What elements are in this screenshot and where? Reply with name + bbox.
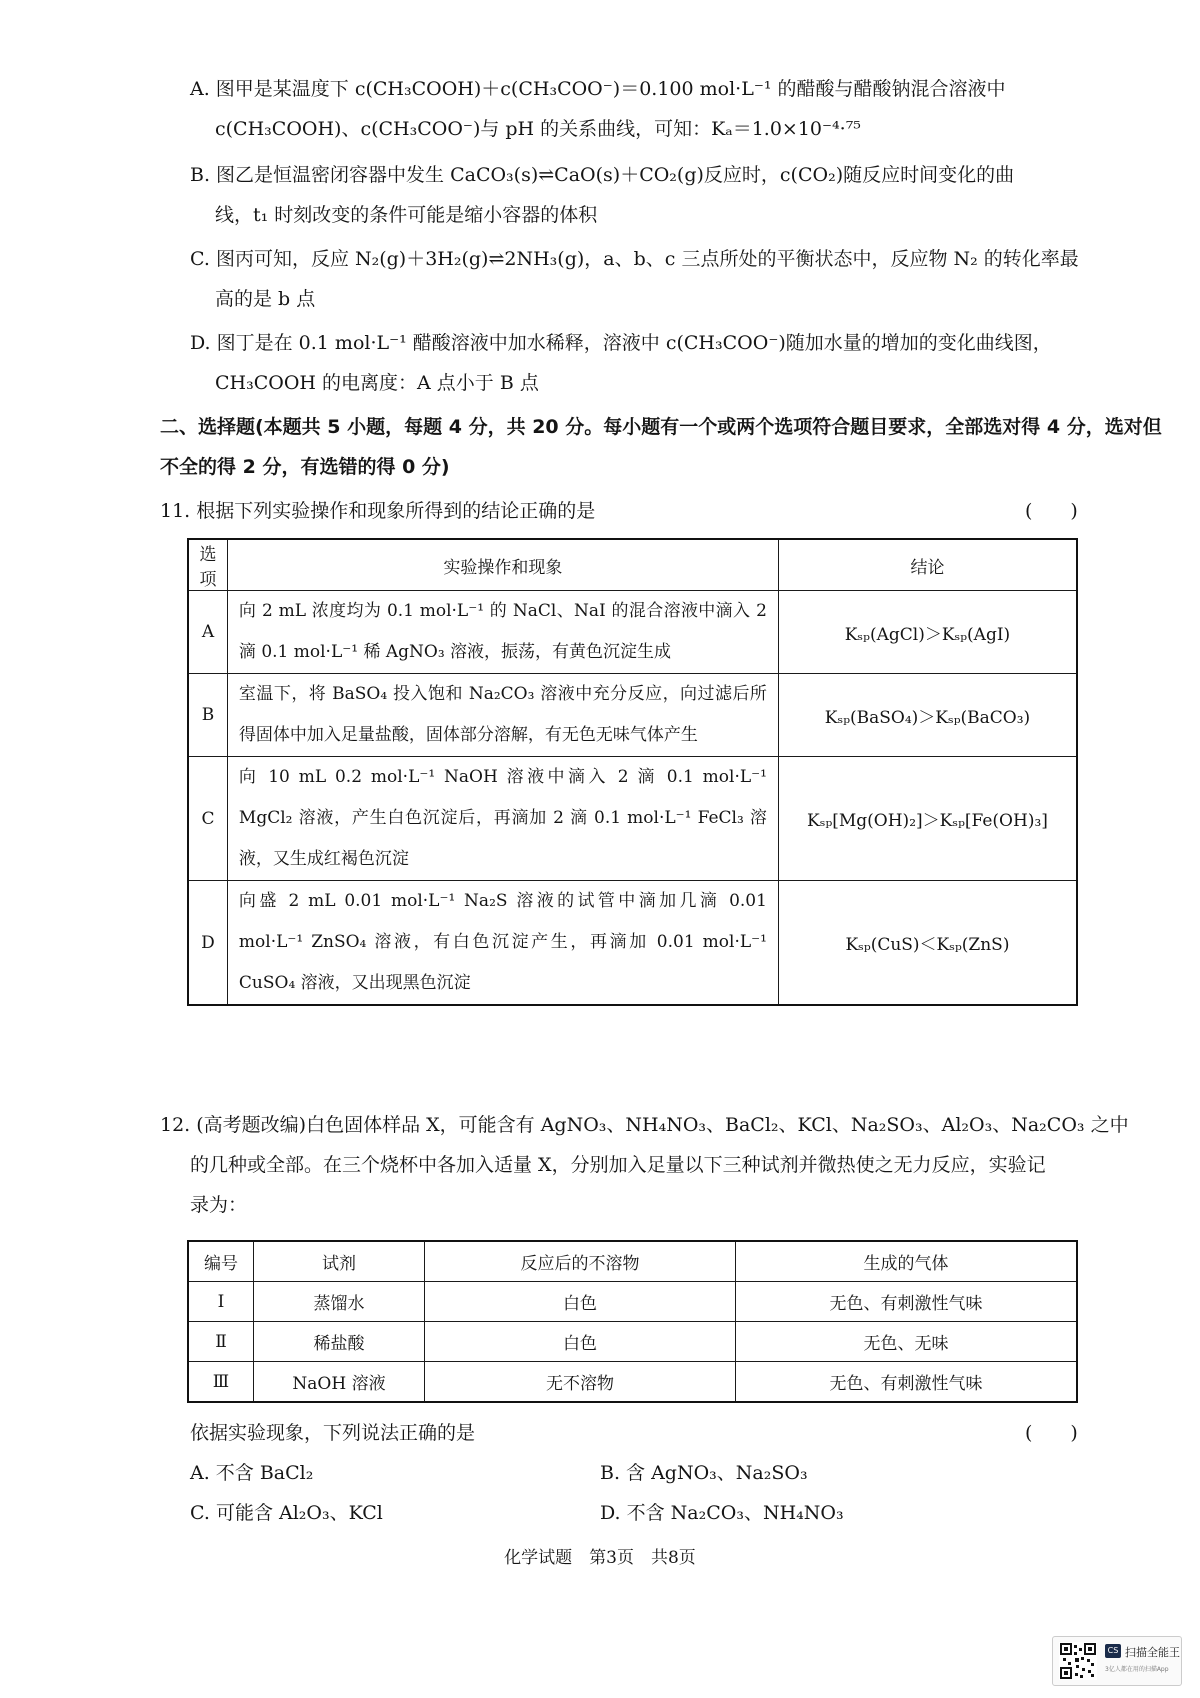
table-header-precipitate: 反应后的不溶物	[425, 1241, 736, 1282]
section-2-header-line2: 不全的得 2 分，有选错的得 0 分)	[160, 456, 450, 478]
row-option: D	[188, 881, 227, 1006]
row-gas: 无色、有刺激性气味	[736, 1282, 1078, 1322]
q10-option-a-line1: A. 图甲是某温度下 c(CH₃COOH)＋c(CH₃COO⁻)＝0.100 mol·L⁻¹ 的醋酸与醋酸钠混合溶液中	[190, 78, 1006, 100]
row-number: Ⅰ	[188, 1282, 254, 1322]
row-option: C	[188, 757, 227, 881]
q12-choice-d: D. 不含 Na₂CO₃、NH₄NO₃	[600, 1502, 844, 1524]
scanner-subtitle: 3亿人都在用的扫描App	[1105, 1666, 1169, 1673]
row-operation: 向 2 mL 浓度均为 0.1 mol·L⁻¹ 的 NaCl、NaI 的混合溶液中滴入 2 滴 0.1 mol·L⁻¹ 稀 AgNO₃ 溶液，振荡，有黄色沉淀生成	[227, 591, 778, 674]
row-gas: 无色、无味	[736, 1322, 1078, 1362]
camscanner-logo: CS	[1105, 1644, 1121, 1658]
qr-code-icon	[1059, 1642, 1097, 1680]
page-footer: 化学试题 第3页 共8页	[504, 1548, 696, 1568]
table-header-reagent: 试剂	[254, 1241, 425, 1282]
row-reagent: NaOH 溶液	[254, 1362, 425, 1403]
q10-option-a-line2: c(CH₃COOH)、c(CH₃COO⁻)与 pH 的关系曲线，可知：Kₐ＝1.0×10⁻⁴·⁷⁵	[215, 118, 861, 140]
row-conclusion: Kₛₚ[Mg(OH)₂]＞Kₛₚ[Fe(OH)₃]	[778, 757, 1077, 881]
row-operation: 向盛 2 mL 0.01 mol·L⁻¹ Na₂S 溶液的试管中滴加几滴 0.01 mol·L⁻¹ ZnSO₄ 溶液，有白色沉淀产生，再滴加 0.01 mol·L⁻¹ CuSO₄ 溶液，又出现黑色沉淀	[227, 881, 778, 1006]
row-conclusion: Kₛₚ(AgCl)＞Kₛₚ(AgI)	[778, 591, 1077, 674]
row-option: B	[188, 674, 227, 757]
q11-stem: 11. 根据下列实验操作和现象所得到的结论正确的是	[160, 500, 596, 522]
row-precipitate: 白色	[425, 1322, 736, 1362]
table-header-row	[188, 539, 1077, 591]
table-header-row	[188, 1241, 1077, 1282]
row-reagent: 蒸馏水	[254, 1282, 425, 1322]
table-header-gas: 生成的气体	[736, 1241, 1078, 1282]
table-row	[188, 1282, 1077, 1322]
row-operation: 室温下，将 BaSO₄ 投入饱和 Na₂CO₃ 溶液中充分反应，向过滤后所得固体中加入足量盐酸，固体部分溶解，有无色无味气体产生	[227, 674, 778, 757]
table-row	[188, 674, 1077, 757]
table-row	[188, 1362, 1077, 1403]
table-row	[188, 881, 1077, 1006]
q11-answer-paren: ( )	[1025, 500, 1078, 522]
table-row	[188, 757, 1077, 881]
table-header-operation: 实验操作和现象	[227, 539, 778, 591]
q12-stem-line1: 12. (高考题改编)白色固体样品 X，可能含有 AgNO₃、NH₄NO₃、BaCl₂、KCl、Na₂SO₃、Al₂O₃、Na₂CO₃ 之中	[160, 1114, 1129, 1136]
row-conclusion: Kₛₚ(CuS)＜Kₛₚ(ZnS)	[778, 881, 1077, 1006]
section-2-header-line1: 二、选择题(本题共 5 小题，每题 4 分，共 20 分。每小题有一个或两个选项符合题目要求，全部选对得 4 分，选对但	[160, 416, 1162, 438]
row-option: A	[188, 591, 227, 674]
q10-option-d-line1: D. 图丁是在 0.1 mol·L⁻¹ 醋酸溶液中加水稀释，溶液中 c(CH₃COO⁻)随加水量的增加的变化曲线图，	[190, 332, 1052, 354]
row-number: Ⅲ	[188, 1362, 254, 1403]
q10-option-d-line2: CH₃COOH 的电离度：A 点小于 B 点	[215, 372, 539, 394]
q12-choice-a: A. 不含 BaCl₂	[190, 1462, 314, 1484]
q10-option-c-line1: C. 图丙可知，反应 N₂(g)＋3H₂(g)⇌2NH₃(g)，a、b、c 三点所处的平衡状态中，反应物 N₂ 的转化率最	[190, 248, 1079, 270]
q11-table	[187, 538, 1078, 1006]
row-conclusion: Kₛₚ(BaSO₄)＞Kₛₚ(BaCO₃)	[778, 674, 1077, 757]
table-header-number: 编号	[188, 1241, 254, 1282]
row-reagent: 稀盐酸	[254, 1322, 425, 1362]
row-precipitate: 白色	[425, 1282, 736, 1322]
q12-choice-c: C. 可能含 Al₂O₃、KCl	[190, 1502, 383, 1524]
row-precipitate: 无不溶物	[425, 1362, 736, 1403]
q10-option-b-line1: B. 图乙是恒温密闭容器中发生 CaCO₃(s)⇌CaO(s)＋CO₂(g)反应时，c(CO₂)随反应时间变化的曲	[190, 164, 1015, 186]
q12-answer-paren: ( )	[1025, 1422, 1078, 1444]
row-gas: 无色、有刺激性气味	[736, 1362, 1078, 1403]
row-number: Ⅱ	[188, 1322, 254, 1362]
q12-question: 依据实验现象，下列说法正确的是	[190, 1422, 476, 1444]
q12-stem-line2: 的几种或全部。在三个烧杯中各加入适量 X，分别加入足量以下三种试剂并微热使之无力反应，实验记	[190, 1154, 1046, 1176]
table-header-option: 选项	[188, 539, 227, 591]
q10-option-b-line2: 线，t₁ 时刻改变的条件可能是缩小容器的体积	[215, 204, 598, 226]
table-header-conclusion: 结论	[778, 539, 1077, 591]
table-row	[188, 1322, 1077, 1362]
table-row	[188, 591, 1077, 674]
row-operation: 向 10 mL 0.2 mol·L⁻¹ NaOH 溶液中滴入 2 滴 0.1 mol·L⁻¹ MgCl₂ 溶液，产生白色沉淀后，再滴加 2 滴 0.1 mol·L⁻¹ FeCl₃ 溶液，又生成红褐色沉淀	[227, 757, 778, 881]
scanner-title: 扫描全能王	[1125, 1646, 1180, 1659]
q10-option-c-line2: 高的是 b 点	[215, 288, 316, 310]
scanner-watermark	[1052, 1636, 1182, 1686]
q12-table	[187, 1240, 1078, 1403]
q12-stem-line3: 录为：	[190, 1194, 248, 1216]
q12-choice-b: B. 含 AgNO₃、Na₂SO₃	[600, 1462, 808, 1484]
